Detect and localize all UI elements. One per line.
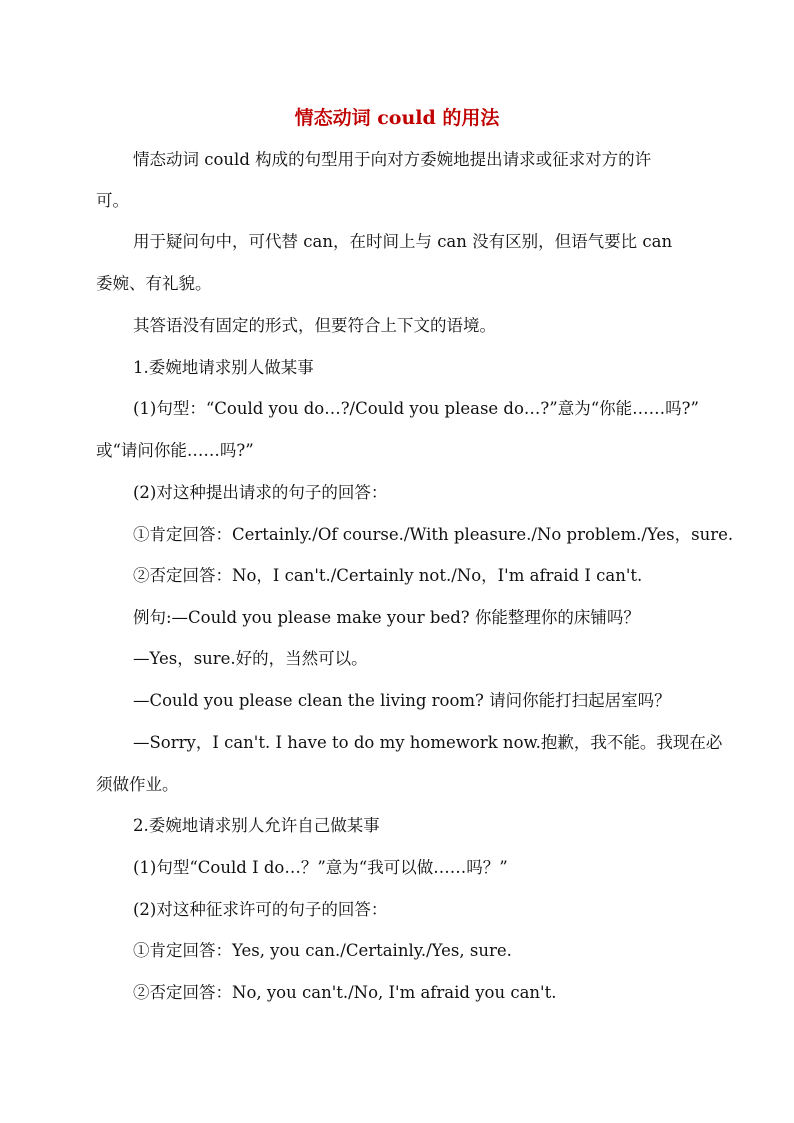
example-line: —Yes，sure.好的，当然可以。 bbox=[133, 649, 368, 668]
paragraph-line: (2)对这种提出请求的句子的回答： bbox=[133, 483, 388, 502]
section-heading: 1.委婉地请求别人做某事 bbox=[133, 358, 314, 377]
paragraph-line: 用于疑问句中，可代替 can，在时间上与 can 没有区别，但语气要比 can bbox=[133, 232, 673, 251]
example-line: —Could you please clean the living room? 请问你能打扫起居室吗？ bbox=[133, 691, 671, 710]
document-title: 情态动词 could 的用法 bbox=[294, 107, 500, 129]
section-heading: 2.委婉地请求别人允许自己做某事 bbox=[133, 816, 380, 835]
paragraph-line: (1)句型：“Could you do…?/Could you please do…?”意为“你能……吗?” bbox=[133, 399, 699, 418]
example-line: —Sorry，I can't. I have to do my homework now.抱歉，我不能。我现在必 bbox=[133, 733, 723, 752]
paragraph-line: 委婉、有礼貌。 bbox=[96, 274, 212, 293]
paragraph-line: ②否定回答：No，I can't./Certainly not./No，I'm afraid I can't. bbox=[133, 566, 643, 585]
example-line: 例句:—Could you please make your bed? 你能整理你的床铺吗？ bbox=[133, 608, 640, 627]
paragraph-line: 其答语没有固定的形式，但要符合上下文的语境。 bbox=[133, 316, 496, 335]
paragraph-line: (1)句型“Could I do…？”意为“我可以做……吗？” bbox=[133, 858, 508, 877]
paragraph-line: 情态动词 could 构成的句型用于向对方委婉地提出请求或征求对方的许 bbox=[133, 150, 652, 169]
paragraph-line: 或“请问你能……吗?” bbox=[96, 441, 254, 460]
paragraph-line: (2)对这种征求许可的句子的回答： bbox=[133, 900, 388, 919]
paragraph-line: 可。 bbox=[96, 191, 129, 210]
paragraph-line: ②否定回答：No, you can't./No, I'm afraid you can't. bbox=[133, 983, 557, 1002]
paragraph-line: ①肯定回答：Certainly./Of course./With pleasure./No problem./Yes，sure. bbox=[133, 525, 734, 544]
paragraph-line: ①肯定回答：Yes, you can./Certainly./Yes, sure. bbox=[133, 941, 512, 960]
example-line: 须做作业。 bbox=[96, 775, 179, 794]
